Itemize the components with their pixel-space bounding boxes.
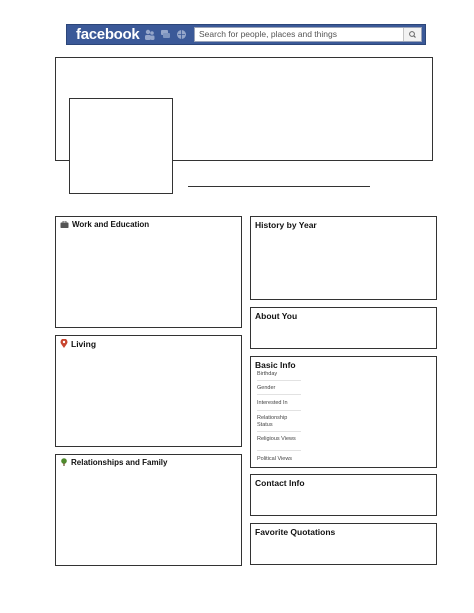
contact-info-title: Contact Info bbox=[255, 478, 305, 488]
birthday-label: Birthday bbox=[257, 371, 278, 377]
family-tree-icon bbox=[60, 458, 68, 466]
basic-info-box bbox=[250, 356, 437, 468]
facebook-logo[interactable]: facebook bbox=[76, 26, 140, 43]
favorite-quotations-box bbox=[250, 523, 437, 565]
messages-icon[interactable] bbox=[160, 29, 171, 40]
work-education-title: Work and Education bbox=[72, 220, 150, 229]
notifications-icon[interactable] bbox=[176, 29, 187, 40]
basic-info-title: Basic Info bbox=[255, 360, 296, 370]
about-you-box bbox=[250, 307, 437, 349]
search-input[interactable]: Search for people, places and things bbox=[199, 29, 337, 39]
history-by-year-box bbox=[250, 216, 437, 300]
gender-label: Gender bbox=[257, 385, 276, 391]
living-title: Living bbox=[71, 339, 97, 349]
location-pin-icon bbox=[60, 339, 68, 348]
search-box[interactable] bbox=[194, 27, 422, 42]
political-views-label: Political Views bbox=[257, 456, 293, 462]
search-button[interactable] bbox=[403, 28, 421, 41]
field-divider bbox=[257, 380, 301, 381]
facebook-header-bar bbox=[66, 24, 426, 45]
field-divider bbox=[257, 394, 301, 395]
relationships-family-title: Relationships and Family bbox=[71, 458, 168, 467]
work-education-box bbox=[55, 216, 242, 328]
name-line bbox=[188, 186, 370, 187]
relationship-status-label: Relationship Status bbox=[257, 415, 288, 428]
religious-views-label: Religious Views bbox=[257, 436, 296, 442]
favorite-quotations-title: Favorite Quotations bbox=[255, 527, 336, 537]
search-icon bbox=[404, 28, 421, 41]
contact-info-box bbox=[250, 474, 437, 516]
interested-in-label: Interested In bbox=[257, 400, 288, 406]
living-box bbox=[55, 335, 242, 447]
history-by-year-title: History by Year bbox=[255, 220, 317, 230]
field-divider bbox=[257, 450, 301, 451]
field-divider bbox=[257, 410, 301, 411]
briefcase-icon bbox=[60, 221, 69, 228]
profile-picture-frame bbox=[69, 98, 173, 194]
field-divider bbox=[257, 431, 301, 432]
relationships-family-box bbox=[55, 454, 242, 566]
friend-requests-icon[interactable] bbox=[144, 29, 155, 40]
about-you-title: About You bbox=[255, 311, 298, 321]
